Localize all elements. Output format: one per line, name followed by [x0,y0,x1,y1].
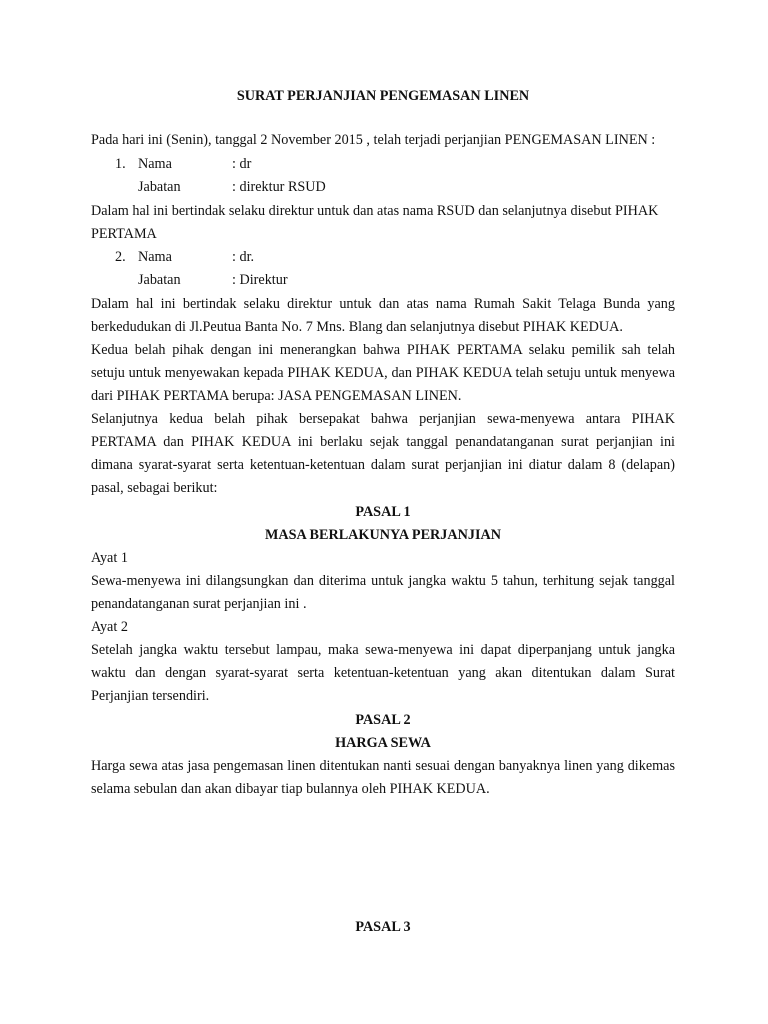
party-2-nama-label: Nama [138,249,172,265]
pasal-subheading: HARGA SEWA [335,735,431,751]
paragraph-line: penandatanganan surat perjanjian ini . [91,596,307,612]
party-1-description-line: PERTAMA [91,226,157,242]
party-1-description-line: Dalam hal ini bertindak selaku direktur untuk dan atas nama RSUD dan selanjutnya disebut PIHAK [91,203,659,219]
party-1-nama-label: Nama [138,156,172,172]
paragraph-line: Perjanjian tersendiri. [91,688,210,704]
paragraph-line: Harga sewa atas jasa pengemasan linen ditentukan nanti sesuai dengan banyaknya linen yang dikemas [91,758,675,774]
party-2-description-line: Dalam hal ini bertindak selaku direktur untuk dan atas nama Rumah Sakit Telaga Bunda yang [91,296,675,312]
party-2-jabatan-value: : Direktur [232,272,288,288]
ayat-label: Ayat 1 [91,550,128,566]
document-title: SURAT PERJANJIAN PENGEMASAN LINEN [236,88,530,104]
paragraph-line: selama sebulan dan akan dibayar tiap bulannya oleh PIHAK KEDUA. [91,781,490,797]
paragraph-line: Kedua belah pihak dengan ini menerangkan bahwa PIHAK PERTAMA selaku pemilik sah telah [91,342,675,358]
pasal-heading: PASAL 2 [355,712,411,728]
paragraph-line: waktu dan dengan syarat-syarat serta ketentuan-ketentuan yang akan ditentukan dalam Surat [91,665,675,681]
paragraph-line: pasal, sebagai berikut: [91,480,218,496]
party-2-jabatan-label: Jabatan [138,272,181,288]
pasal-subheading: MASA BERLAKUNYA PERJANJIAN [265,527,501,543]
party-1-jabatan-label: Jabatan [138,179,181,195]
party-2-number: 2. [115,249,126,265]
paragraph-line: dari PIHAK PERTAMA berupa: JASA PENGEMASAN LINEN. [91,388,462,404]
paragraph-line: setuju untuk menyewakan kepada PIHAK KEDUA, dan PIHAK KEDUA telah setuju untuk menyewa [91,365,675,381]
party-1-nama-value: : dr [232,156,252,172]
paragraph-line: Setelah jangka waktu tersebut lampau, maka sewa-menyewa ini dapat diperpanjang untuk jangka [91,642,675,658]
party-2-nama-value: : dr. [232,249,255,265]
pasal-heading: PASAL 1 [355,504,411,520]
party-1-number: 1. [115,156,126,172]
paragraph-line: PERTAMA dan PIHAK KEDUA ini berlaku sejak tanggal penandatanganan surat perjanjian ini [91,434,675,450]
paragraph-line: dimana syarat-syarat serta ketentuan-ketentuan dalam surat perjanjian ini diatur dalam 8 (delapan) [91,457,675,473]
pasal-heading: PASAL 3 [355,919,411,935]
party-1-jabatan-value: : direktur RSUD [232,179,326,195]
paragraph-line: Selanjutnya kedua belah pihak bersepakat bahwa perjanjian sewa-menyewa antara PIHAK [91,411,675,427]
intro-paragraph: Pada hari ini (Senin), tanggal 2 November 2015 , telah terjadi perjanjian PENGEMASAN LINEN : [91,132,656,148]
ayat-label: Ayat 2 [91,619,128,635]
paragraph-line: Sewa-menyewa ini dilangsungkan dan diterima untuk jangka waktu 5 tahun, terhitung sejak tanggal [91,573,675,589]
party-2-description-line: berkedudukan di Jl.Peutua Banta No. 7 Mns. Blang dan selanjutnya disebut PIHAK KEDUA. [91,319,623,335]
